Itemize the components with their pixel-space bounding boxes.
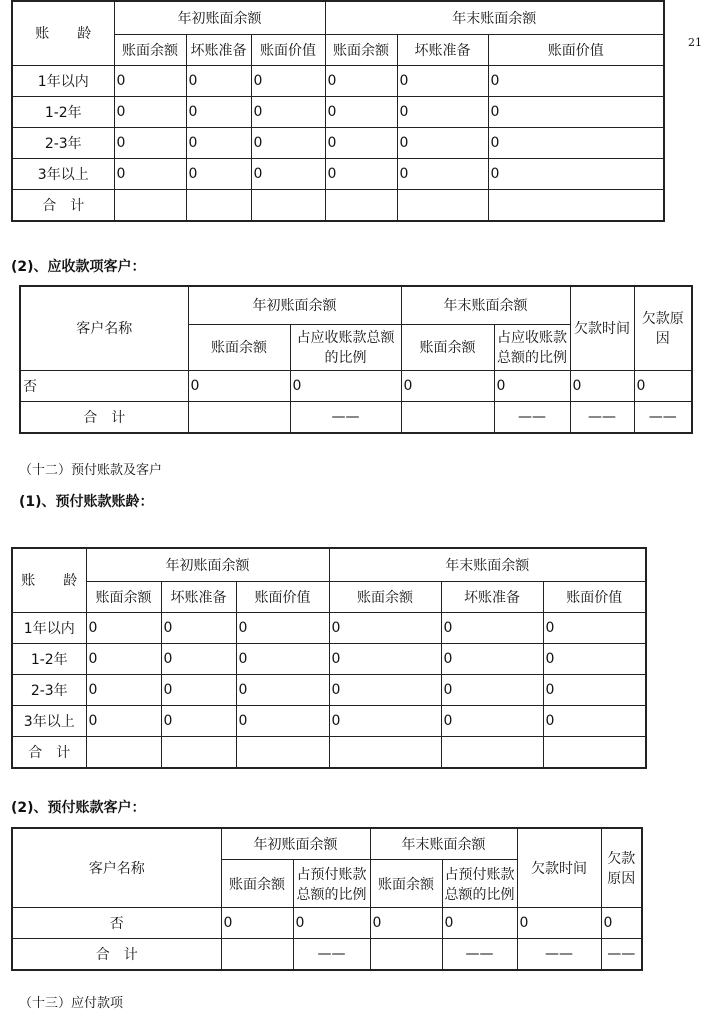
sub-header: 账面余额 <box>188 324 290 370</box>
customer-name-header: 客户名称 <box>12 828 221 908</box>
cell: 0 <box>186 158 251 189</box>
cell: 0 <box>251 158 325 189</box>
cell: 0 <box>251 127 325 158</box>
cell: 0 <box>293 908 370 939</box>
section-12-heading: （十二）预付账款及客户 <box>19 463 163 478</box>
arrears-time-header: 欠款时间 <box>517 828 601 908</box>
cell: 0 <box>543 674 646 705</box>
cell: 0 <box>186 96 251 127</box>
row-label: 1年以内 <box>12 612 86 643</box>
prepaid-customer-table <box>11 827 643 971</box>
row-label: 1年以内 <box>12 65 114 96</box>
cell: 0 <box>634 370 692 401</box>
cell: 0 <box>570 370 634 401</box>
cell: 0 <box>161 612 236 643</box>
table-row <box>12 908 642 939</box>
cell: 0 <box>397 96 488 127</box>
sub-header: 账面余额 <box>401 324 494 370</box>
cell: 0 <box>442 908 517 939</box>
total-label: 合 计 <box>20 401 188 433</box>
cell: 0 <box>370 908 442 939</box>
arrears-reason-header: 欠款原因 <box>601 828 642 908</box>
cell: 0 <box>329 612 441 643</box>
prepaid-aging-table <box>11 547 647 769</box>
cell: 0 <box>114 158 186 189</box>
row-label: 2-3年 <box>12 674 86 705</box>
cell: 0 <box>488 158 664 189</box>
sub-header: 账面余额 <box>221 860 293 908</box>
table-row <box>12 612 646 643</box>
sub-header: 账面余额 <box>370 860 442 908</box>
cell: 0 <box>325 127 397 158</box>
cell: 0 <box>601 908 642 939</box>
cell: 0 <box>397 158 488 189</box>
total-row <box>12 189 664 221</box>
cell: 0 <box>86 612 161 643</box>
prepaid-aging-heading: (1)、预付账款账龄： <box>19 494 154 510</box>
cell: 0 <box>488 127 664 158</box>
cell: 0 <box>517 908 601 939</box>
sub-header: 账面价值 <box>543 581 646 612</box>
cell: 0 <box>325 96 397 127</box>
cell: 0 <box>161 643 236 674</box>
section-13-heading: （十三）应付款项 <box>19 996 124 1011</box>
cell: 0 <box>488 96 664 127</box>
cell: 0 <box>114 127 186 158</box>
row-label: 1-2年 <box>12 96 114 127</box>
customer-name: 否 <box>20 370 188 401</box>
dash-cell: —— <box>293 939 370 971</box>
customer-name: 否 <box>12 908 221 939</box>
cell: 0 <box>329 643 441 674</box>
cell: 0 <box>236 705 329 736</box>
cell: 0 <box>236 674 329 705</box>
cell: 0 <box>494 370 570 401</box>
dash-cell: —— <box>570 401 634 433</box>
begin-balance-header: 年初账面余额 <box>221 828 370 860</box>
cell: 0 <box>329 674 441 705</box>
cell: 0 <box>86 674 161 705</box>
row-label: 1-2年 <box>12 643 86 674</box>
table-row <box>12 674 646 705</box>
arrears-time-header: 欠款时间 <box>570 286 634 370</box>
sub-header: 账面余额 <box>329 581 441 612</box>
end-balance-header: 年末账面余额 <box>370 828 517 860</box>
table-row <box>20 370 692 401</box>
cell: 0 <box>114 96 186 127</box>
row-label: 3年以上 <box>12 158 114 189</box>
cell: 0 <box>251 96 325 127</box>
row-label: 2-3年 <box>12 127 114 158</box>
table-row <box>12 65 664 96</box>
cell: 0 <box>86 643 161 674</box>
sub-header: 占应收账款总额的比例 <box>290 324 401 370</box>
cell: 0 <box>86 705 161 736</box>
cell: 0 <box>329 705 441 736</box>
sub-header: 账面余额 <box>325 34 397 65</box>
cell: 0 <box>325 158 397 189</box>
receivable-customer-table <box>19 285 693 434</box>
sub-header: 账面价值 <box>236 581 329 612</box>
prepaid-customers-heading: (2)、预付账款客户： <box>11 800 146 816</box>
begin-balance-header: 年初账面余额 <box>114 1 325 34</box>
end-balance-header: 年末账面余额 <box>401 286 570 324</box>
total-label: 合 计 <box>12 189 114 221</box>
cell: 0 <box>488 65 664 96</box>
begin-balance-header: 年初账面余额 <box>188 286 401 324</box>
table-row <box>12 643 646 674</box>
sub-header: 账面余额 <box>86 581 161 612</box>
dash-cell: —— <box>634 401 692 433</box>
cell: 0 <box>401 370 494 401</box>
page-number: 21 <box>688 36 702 49</box>
cell: 0 <box>441 674 543 705</box>
cell: 0 <box>161 674 236 705</box>
cell: 0 <box>161 705 236 736</box>
sub-header: 占预付账款总额的比例 <box>293 860 370 908</box>
cell: 0 <box>397 127 488 158</box>
table-row <box>12 158 664 189</box>
sub-header: 坏账准备 <box>161 581 236 612</box>
age-header: 账 龄 <box>12 548 86 612</box>
cell: 0 <box>325 65 397 96</box>
cell: 0 <box>543 705 646 736</box>
cell: 0 <box>397 65 488 96</box>
cell: 0 <box>441 705 543 736</box>
cell: 0 <box>114 65 186 96</box>
cell: 0 <box>186 65 251 96</box>
cell: 0 <box>441 643 543 674</box>
age-header: 账 龄 <box>12 1 114 65</box>
begin-balance-header: 年初账面余额 <box>86 548 329 581</box>
cell: 0 <box>441 612 543 643</box>
cell: 0 <box>251 65 325 96</box>
customer-name-header: 客户名称 <box>20 286 188 370</box>
cell: 0 <box>543 612 646 643</box>
total-label: 合 计 <box>12 939 221 971</box>
sub-header: 占应收账款总额的比例 <box>494 324 570 370</box>
cell: 0 <box>221 908 293 939</box>
cell: 0 <box>543 643 646 674</box>
total-row <box>12 939 642 971</box>
total-row <box>12 736 646 768</box>
total-label: 合 计 <box>12 736 86 768</box>
sub-header: 占预付账款总额的比例 <box>442 860 517 908</box>
arrears-reason-header: 欠款原因 <box>634 286 692 370</box>
dash-cell: —— <box>290 401 401 433</box>
total-row <box>20 401 692 433</box>
cell: 0 <box>290 370 401 401</box>
receivable-aging-table <box>11 0 665 222</box>
sub-header: 账面余额 <box>114 34 186 65</box>
sub-header: 账面价值 <box>251 34 325 65</box>
table-row <box>12 127 664 158</box>
row-label: 3年以上 <box>12 705 86 736</box>
receivable-customers-heading: (2)、应收款项客户： <box>11 259 146 275</box>
dash-cell: —— <box>442 939 517 971</box>
dash-cell: —— <box>494 401 570 433</box>
sub-header: 坏账准备 <box>441 581 543 612</box>
sub-header: 坏账准备 <box>397 34 488 65</box>
sub-header: 账面价值 <box>488 34 664 65</box>
dash-cell: —— <box>517 939 601 971</box>
end-balance-header: 年末账面余额 <box>325 1 664 34</box>
table-row <box>12 96 664 127</box>
dash-cell: —— <box>601 939 642 971</box>
cell: 0 <box>236 612 329 643</box>
sub-header: 坏账准备 <box>186 34 251 65</box>
cell: 0 <box>236 643 329 674</box>
table-row <box>12 705 646 736</box>
end-balance-header: 年末账面余额 <box>329 548 646 581</box>
cell: 0 <box>188 370 290 401</box>
cell: 0 <box>186 127 251 158</box>
